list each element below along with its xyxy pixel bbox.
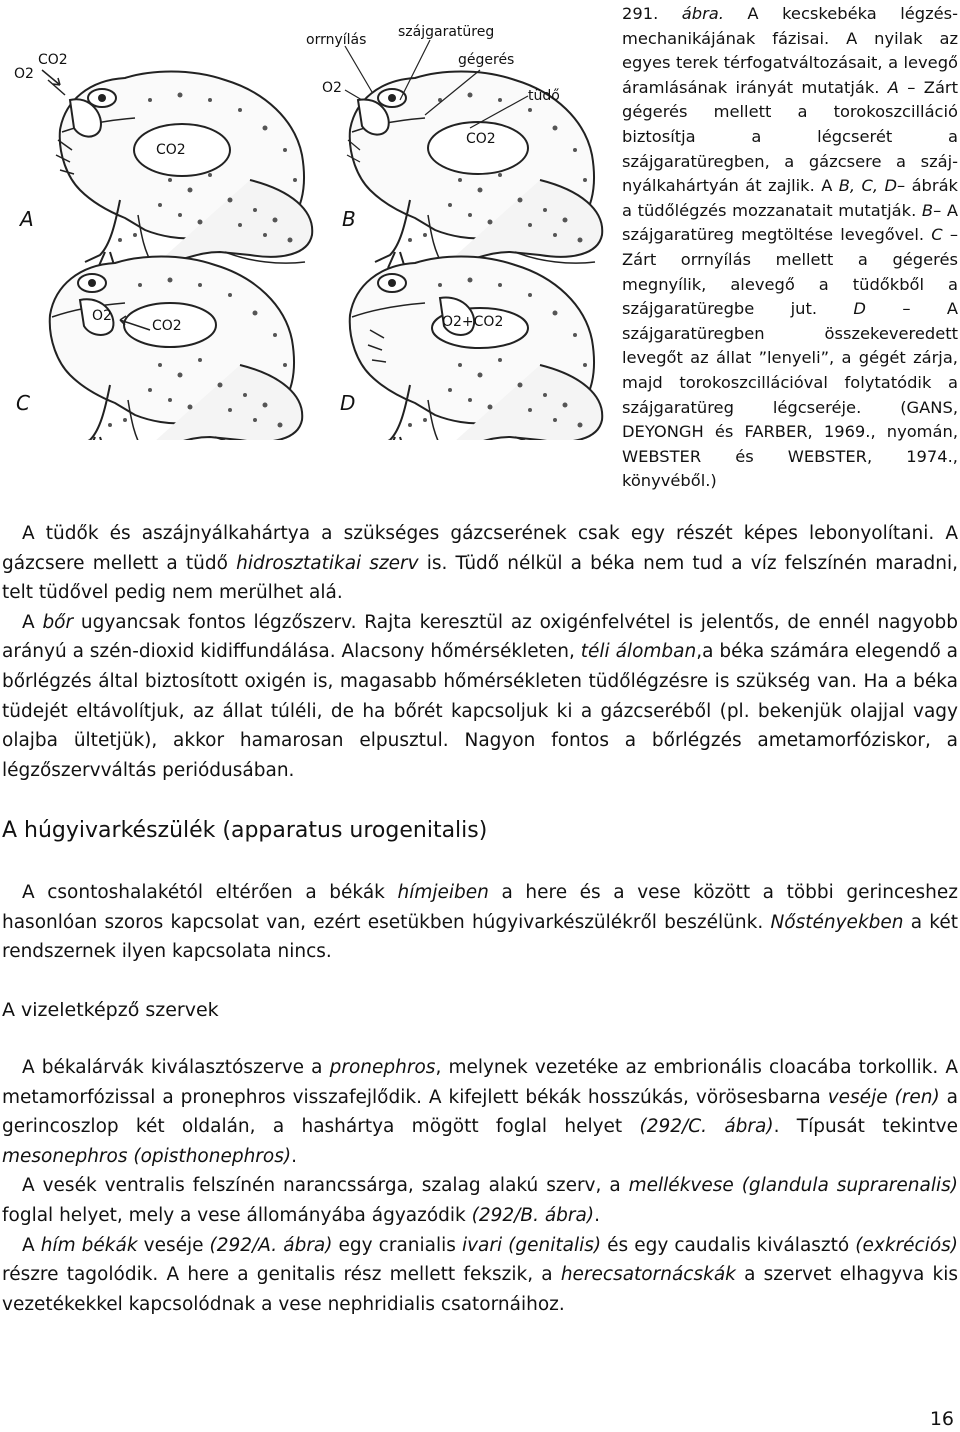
panel-label-d: D: [340, 391, 356, 415]
panel-d: [340, 257, 602, 441]
c-co2-label: CO2: [152, 318, 182, 334]
figure-caption: 291. ábra. A kecskebéka légzésmechanikájának fázisai. A nyilak az egyes terek térfogatváltozásait, a levegő áramlásának irányát mutatják. A – Zárt gégerés mellett a torokoszcilláció biztosítja a légcserét a szájgaratüregben, a gázcsere a szájnyálkahártyán át zajlik. A B, C, D– ábrák a tüdőlégzés mozzanatait mutatják. B– A szájgaratüreg megtöltése levegővel. C – Zárt orrnyílás mellett a gégerés megnyílik, alevegő a tüdőkből a szájgaratüregbe jut. D – A szájgaratüregben összekeveredett levegőt az állat ”lenyeli”, a gégét zárja, majd torokoszcillációval folytatódik a szájgaratüreg légcseréje. (GANS, DEYONGH és FARBER, 1969., nyomán, WEBSTER és WEBSTER, 1974., könyvéből.): [622, 4, 959, 491]
a-co2-out-label: CO2: [38, 52, 68, 68]
b-orrnyilas-label: orrnyílás: [306, 32, 367, 48]
section-heading: A húgyivarkészülék (apparatus urogenitalis): [2, 818, 488, 843]
page-number: 16: [929, 1408, 954, 1430]
kidney-para-b: A vesék ventralis felszínén narancssárga, szalag alakú szerv, a mellékvese (glandula suprarenalis) foglal helyet, mely a vese állományába ágyazódik (292/B. ábra).: [2, 1175, 958, 1226]
panel-label-a: A: [20, 207, 34, 231]
paragraph-lung-skin: A tüdők és aszájnyálkahártya a szükséges gázcserének csak egy részét képes lebonyolítani. A gázcsere mellett a tüdő hidrosztatikai szerv is. Tüdő nélkül a béka nem tud a víz felszínén maradni, telt tüdővel pedig nem merülhet alá. A bőr ugyancsak fontos légzőszerv. Rajta keresztül az oxigénfelvétel is jelentős, de ennél nagyobb arányú a szén-dioxid kidiffundálása. Alacsony hőmérsékleten, téli álomban,a béka számára elegendő a bőrlégzés által biztosított oxigén is, magasabb hőmérsékleten tüdőlégzésre is szükség van. Ha a béka tüdejét eltávolítjuk, az állat túléli, de ha bőrét kapcsoljuk ki a gázcseréből (pl. bekenjük olajjal vagy olajba ültetjük), akkor hamarosan elpusztul. Nagyon fontos a bőrlégzés ametamorfóziskor, a légzőszervváltás periódusában.: [2, 523, 958, 781]
kidney-para-c: A hím békák veséje (292/A. ábra) egy cranialis ivari (genitalis) és egy caudalis kiválasztó (exkréciós) részre tagolódik. A here a genitalis rész mellett fekszik, a herecsatornácskák a szervet elhagyva kis vezetékekkel kapcsolódnak a vese nephridialis csatornáihoz.: [2, 1234, 959, 1315]
kidney-para-a: A békalárvák kiválasztószerve a pronephros, melynek vezetéke az embrionális cloacába torkollik. A metamorfózissal a pronephros visszafejlődik. A kifejlett békák hosszúkás, vörösesbarna veséje (ren) a gerincoszlop két oldalán, a hashártya mögött foglal helyet (292/C. ábra). Típusát tekintve mesonephros (opisthonephros).: [2, 1057, 959, 1167]
b-szajgaratureg-label: szájgaratüreg: [398, 24, 495, 40]
paragraph-urogenital: A csontoshalakétól eltérően a békák hímjeiben a here és a vese között a többi gerinceshez hasonlóan szoros kapcsolat van, ezért esetükben húgyivarkészülékről beszélünk. Nőstényekben a két rendszernek ilyen kapcsolata nincs.: [2, 882, 958, 963]
a-co2-body-label: CO2: [156, 142, 186, 158]
b-tudo-label: tüdő: [528, 88, 560, 104]
panel-c: [16, 257, 302, 441]
b-co2-label: CO2: [466, 131, 496, 147]
panel-a: [14, 52, 312, 268]
a-o2-label: O2: [14, 66, 34, 82]
frog-diagrams-svg: [0, 0, 612, 440]
subsection-heading: A vizeletképző szervek: [2, 999, 219, 1021]
panel-label-c: C: [16, 391, 30, 415]
d-o2co2-label: O2+CO2: [442, 314, 504, 330]
paragraph-kidneys: [2, 1053, 958, 1319]
panel-b: [306, 24, 602, 268]
frog-respiration-figure: [0, 0, 612, 440]
b-o2-label: O2: [322, 80, 342, 96]
c-o2-label: O2: [92, 308, 112, 324]
b-gegeres-label: gégerés: [458, 52, 515, 68]
panel-label-b: B: [342, 207, 356, 231]
